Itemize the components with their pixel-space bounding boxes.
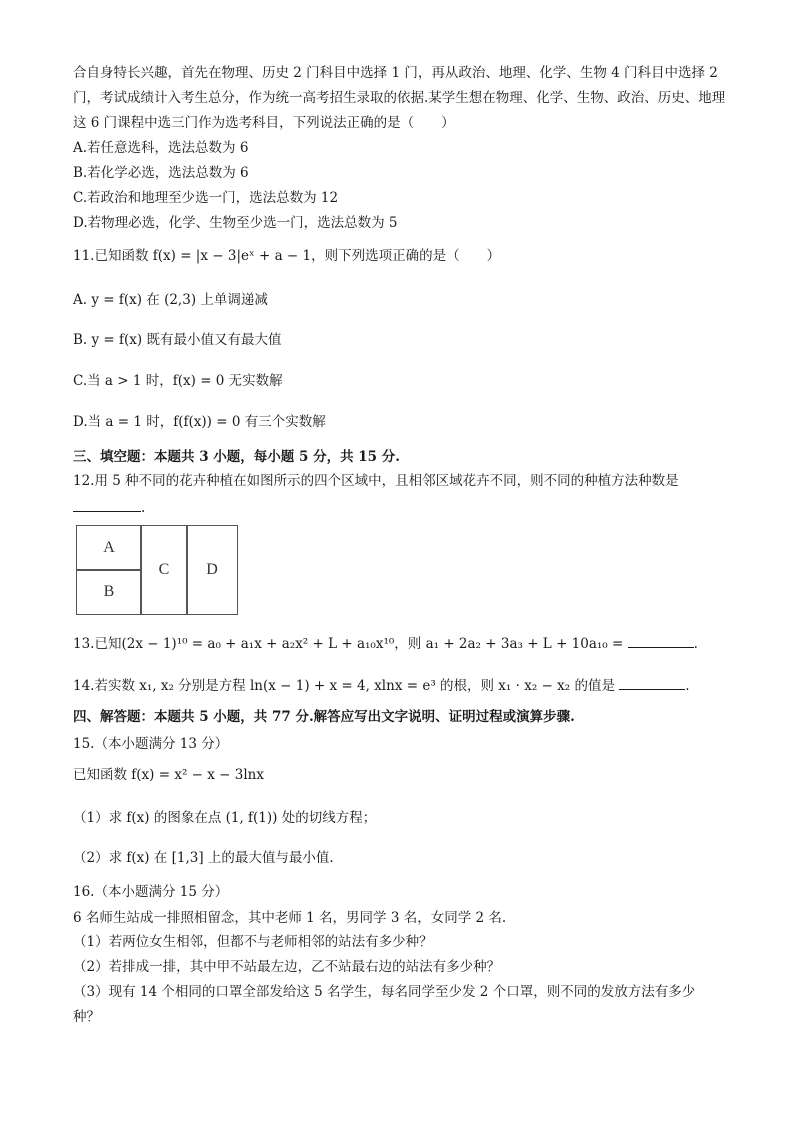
q16-part-3-cont: 种？ [73,1009,100,1025]
region-a: A [76,525,142,571]
q12-stem: 12.用 5 种不同的花卉种植在如图所示的四个区域中，且相邻区域花卉不同，则不同的种植方法种数是 [73,473,679,489]
q10-option-b: B.若化学必选，选法总数为 6 [73,165,249,181]
q11-option-d: D.当 a = 1 时，f(f(x)) = 0 有三个实数解 [73,414,326,430]
section-4-heading: 四、解答题：本题共 5 小题，共 77 分.解答应写出文字说明、证明过程或演算步骤. [73,709,575,725]
q10-text-line-1: 合自身特长兴趣，首先在物理、历史 2 门科目中选择 1 门，再从政治、地理、化学、生物 4 门科目中选择 2 [73,65,718,81]
region-figure [76,525,238,615]
answer-blank [73,497,141,512]
q16-part-3: （3）现有 14 个相同的口罩全部发给这 5 名学生，每名同学至少发 2 个口罩，则不同的发放方法有多少 [73,984,696,1000]
q15-stem: 已知函数 f(x) = x² − x − 3lnx [73,767,264,783]
q13-stem: 13.已知(2x − 1)¹⁰ = a₀ + a₁x + a₂x² + L + a₁₀x¹⁰，则 a₁ + 2a₂ + 3a₃ + L + 10a₁₀ = [73,636,624,652]
q16-stem: 6 名师生站成一排照相留念，其中老师 1 名，男同学 3 名，女同学 2 名. [73,910,507,926]
region-d: D [186,525,238,615]
q11-option-b: B. y = f(x) 既有最小值又有最大值 [73,332,282,348]
q15-part-2: （2）求 f(x) 在 [1,3] 上的最大值与最小值. [73,850,334,866]
section-3-heading: 三、填空题：本题共 3 小题，每小题 5 分，共 15 分. [73,449,400,465]
q10-option-c: C.若政治和地理至少选一门，选法总数为 12 [73,190,339,206]
q15-part-1: （1）求 f(x) 的图象在点 (1, f(1)) 处的切线方程； [73,810,377,826]
q16-part-1: （1）若两位女生相邻，但都不与老师相邻的站法有多少种？ [73,934,433,950]
q16-part-2: （2）若排成一排，其中甲不站最左边，乙不站最右边的站法有多少种？ [73,959,501,975]
q14-stem: 14.若实数 x₁, x₂ 分别是方程 ln(x − 1) + x = 4, xlnx = e³ 的根，则 x₁ · x₂ − x₂ 的值是 [73,678,615,694]
region-c: C [140,525,188,615]
q11-stem: 11.已知函数 f(x) = |x − 3|eˣ + a − 1，则下列选项正确的是（ ） [73,248,501,264]
answer-blank [628,633,694,648]
region-b: B [76,569,142,615]
q10-option-d: D.若物理必选，化学、生物至少选一门，选法总数为 5 [73,215,398,231]
q11-option-c: C.当 a > 1 时，f(x) = 0 无实数解 [73,373,283,389]
q10-option-a: A.若任意选科，选法总数为 6 [73,140,249,156]
q15-header: 15.（本小题满分 13 分） [73,736,229,752]
q10-text-line-2: 门，考试成绩计入考生总分，作为统一高考招生录取的依据.某学生想在物理、化学、生物、政治、历史、地理 [73,90,726,106]
q11-option-a: A. y = f(x) 在 (2,3) 上单调递减 [73,292,268,308]
q14-line: 14.若实数 x₁, x₂ 分别是方程 ln(x − 1) + x = 4, xlnx = e³ 的根，则 x₁ · x₂ − x₂ 的值是 . [73,675,690,696]
q10-text-line-3: 这 6 门课程中选三门作为选考科目，下列说法正确的是（ ） [73,115,455,131]
q12-answer-blank: . [73,497,145,518]
q13-line: 13.已知(2x − 1)¹⁰ = a₀ + a₁x + a₂x² + L + a₁₀x¹⁰，则 a₁ + 2a₂ + 3a₃ + L + 10a₁₀ = . [73,633,698,654]
q16-header: 16.（本小题满分 15 分） [73,884,229,900]
answer-blank [619,675,685,690]
